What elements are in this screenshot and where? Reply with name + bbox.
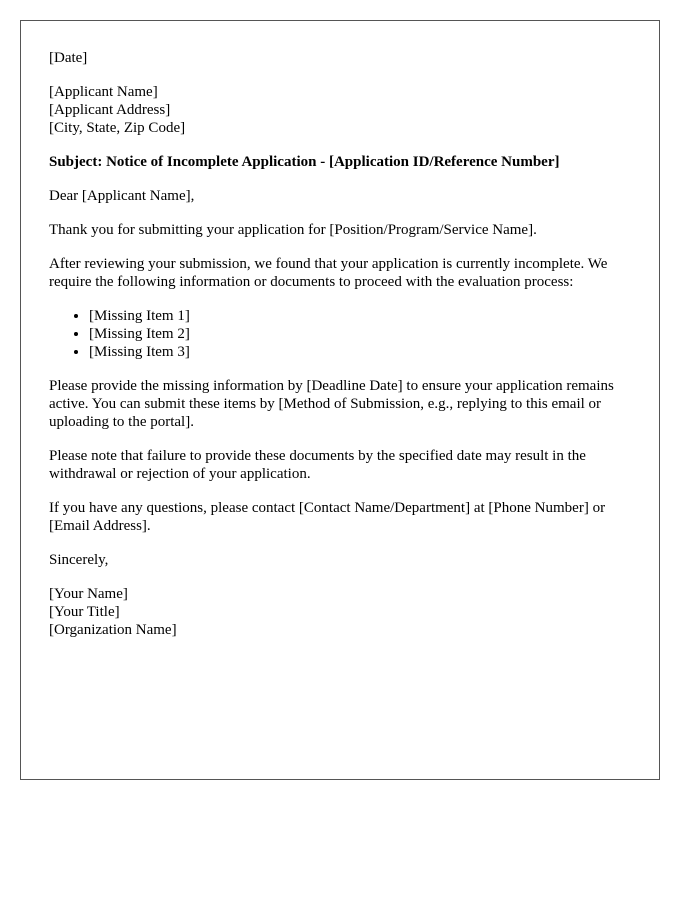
letter-document xyxy=(20,20,660,780)
signature-title: [Your Title] xyxy=(49,604,120,620)
salutation: Dear [Applicant Name], xyxy=(49,188,195,204)
signature-organization: [Organization Name] xyxy=(49,622,177,638)
missing-items-list xyxy=(49,307,631,361)
closing: Sincerely, xyxy=(49,552,109,568)
recipient-address: [Applicant Address] xyxy=(49,102,171,118)
list-item: • [Missing Item 2] xyxy=(89,325,631,343)
paragraph-contact: If you have any questions, please contact [Contact Name/Department] at [Phone Number] or [Email Address]. xyxy=(49,500,606,534)
signature-block xyxy=(49,585,631,639)
recipient-address-block xyxy=(49,83,631,137)
list-item: • [Missing Item 1] xyxy=(89,307,631,325)
list-item: • [Missing Item 3] xyxy=(89,343,631,361)
recipient-city-state-zip: [City, State, Zip Code] xyxy=(49,120,186,136)
paragraph-deadline: Please provide the missing information by [Deadline Date] to ensure your application remains active. You can submit these items by [Method of Submission, e.g., replying to this email or uploading to the portal]. xyxy=(49,378,614,430)
date-text: [Date] xyxy=(49,50,88,66)
recipient-name: [Applicant Name] xyxy=(49,84,158,100)
letter-subject: Subject: Notice of Incomplete Application - [Application ID/Reference Number] xyxy=(49,154,560,170)
signature-name: [Your Name] xyxy=(49,586,128,602)
paragraph-thank-you: Thank you for submitting your application for [Position/Program/Service Name]. xyxy=(49,222,537,238)
letter-date xyxy=(49,49,631,67)
paragraph-incomplete-notice: After reviewing your submission, we found that your application is currently incomplete. We require the following information or documents to proceed with the evaluation process: xyxy=(49,256,608,290)
paragraph-failure-warning: Please note that failure to provide these documents by the specified date may result in the withdrawal or rejection of your application. xyxy=(49,448,586,482)
